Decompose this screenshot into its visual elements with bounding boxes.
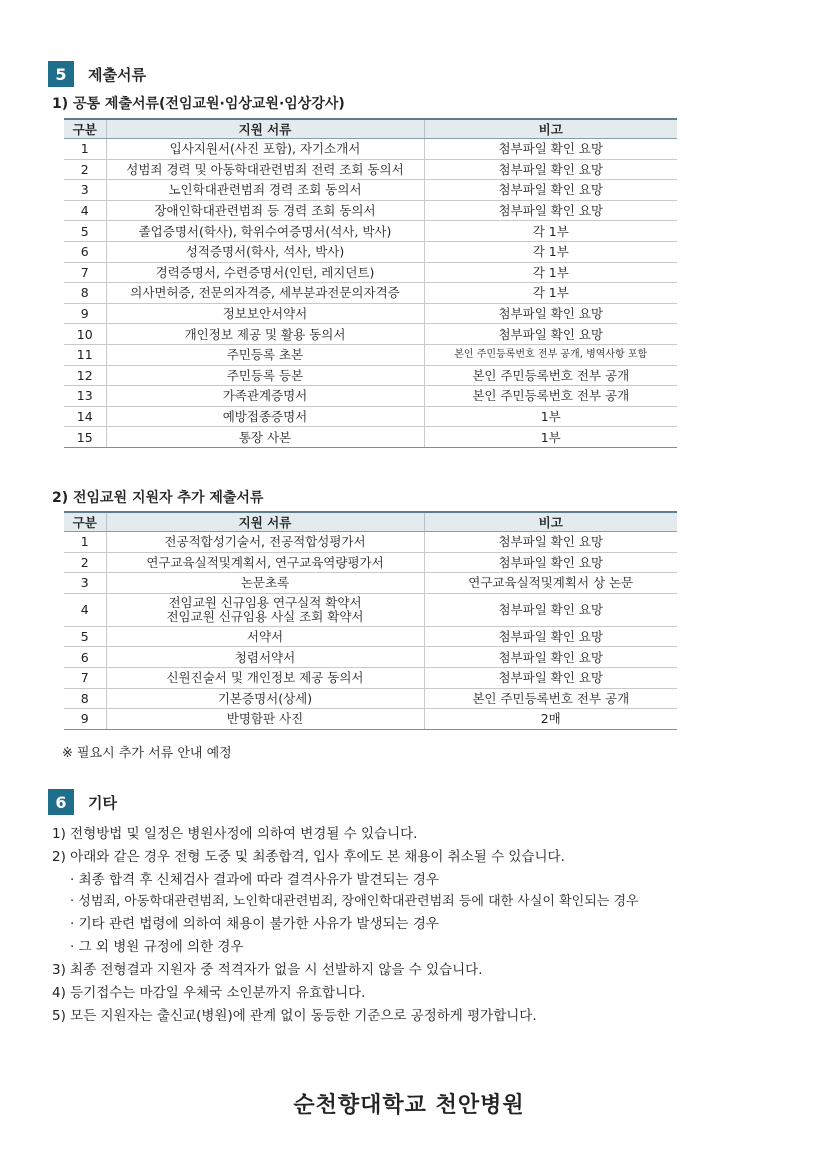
row-number: 6 — [64, 241, 106, 262]
row-remark: 1부 — [424, 406, 677, 427]
row-document: 예방접종증명서 — [106, 406, 424, 427]
section-6-header — [48, 789, 117, 815]
row-document: 청렴서약서 — [106, 647, 424, 668]
row-document: 주민등록 초본 — [106, 344, 424, 365]
table-header-row — [64, 512, 677, 532]
header-documents: 지원 서류 — [106, 119, 424, 139]
row-document: 기본증명서(상세) — [106, 688, 424, 709]
table-row — [64, 573, 677, 594]
row-remark: 각 1부 — [424, 283, 677, 304]
section-number-badge: 6 — [48, 789, 74, 815]
row-number: 4 — [64, 200, 106, 221]
header-remarks: 비고 — [424, 512, 677, 532]
footnote: ※ 필요시 추가 서류 안내 예정 — [62, 746, 232, 761]
row-remark: 첨부파일 확인 요망 — [424, 159, 677, 180]
notice-item: 5) 모든 지원자는 출신교(병원)에 관계 없이 동등한 기준으로 공정하게 평가합니다. — [52, 1008, 537, 1024]
row-remark: 각 1부 — [424, 221, 677, 242]
row-number: 2 — [64, 159, 106, 180]
section-5-header — [48, 61, 146, 87]
row-remark: 첨부파일 확인 요망 — [424, 139, 677, 160]
table-row — [64, 200, 677, 221]
table-header-row — [64, 119, 677, 139]
section-title: 기타 — [88, 793, 117, 812]
row-number: 7 — [64, 262, 106, 283]
notice-item: 2) 아래와 같은 경우 전형 도중 및 최종합격, 입사 후에도 본 채용이 취소될 수 있습니다. — [52, 849, 565, 865]
row-remark: 첨부파일 확인 요망 — [424, 180, 677, 201]
subsection-title-additional-docs: 2) 전임교원 지원자 추가 제출서류 — [52, 490, 264, 506]
row-document: 통장 사본 — [106, 427, 424, 448]
row-remark: 본인 주민등록번호 전부 공개 — [424, 365, 677, 386]
common-documents-table — [64, 118, 677, 448]
row-remark: 첨부파일 확인 요망 — [424, 647, 677, 668]
table-row — [64, 344, 677, 365]
table-row — [64, 406, 677, 427]
table-row — [64, 283, 677, 304]
table-row — [64, 427, 677, 448]
row-document: 연구교육실적및계획서, 연구교육역량평가서 — [106, 552, 424, 573]
row-number: 8 — [64, 283, 106, 304]
table-row — [64, 626, 677, 647]
row-document: 서약서 — [106, 626, 424, 647]
row-document-line: 전임교원 신규임용 연구실적 확약서 — [168, 594, 362, 610]
row-number: 1 — [64, 139, 106, 160]
hospital-name-footer: 순천향대학교 천안병원 — [293, 1093, 525, 1118]
row-remark: 첨부파일 확인 요망 — [424, 667, 677, 688]
row-document: 가족관계증명서 — [106, 386, 424, 407]
row-remark: 첨부파일 확인 요망 — [424, 324, 677, 345]
row-document: 전공적합성기술서, 전공적합성평가서 — [106, 532, 424, 553]
table-row — [64, 593, 677, 626]
row-number: 11 — [64, 344, 106, 365]
row-remark: 본인 주민등록번호 전부 공개 — [424, 688, 677, 709]
row-remark: 첨부파일 확인 요망 — [424, 593, 677, 626]
header-category: 구분 — [64, 119, 106, 139]
table-row — [64, 532, 677, 553]
row-number: 5 — [64, 221, 106, 242]
notice-bullet: · 최종 합격 후 신체검사 결과에 따라 결격사유가 발견되는 경우 — [70, 872, 439, 888]
additional-documents-table — [64, 511, 677, 730]
row-document: 정보보안서약서 — [106, 303, 424, 324]
row-document: 입사지원서(사진 포함), 자기소개서 — [106, 139, 424, 160]
table-row — [64, 365, 677, 386]
row-remark: 1부 — [424, 427, 677, 448]
table-row — [64, 180, 677, 201]
row-document: 성범죄 경력 및 아동학대관련범죄 전력 조회 동의서 — [106, 159, 424, 180]
table-row — [64, 647, 677, 668]
table-row — [64, 386, 677, 407]
row-document-line: 전임교원 신규임용 사실 조회 확약서 — [166, 608, 364, 624]
row-remark: 각 1부 — [424, 262, 677, 283]
notice-item: 3) 최종 전형결과 지원자 중 적격자가 없을 시 선발하지 않을 수 있습니다. — [52, 962, 483, 978]
row-document: 성적증명서(학사, 석사, 박사) — [106, 241, 424, 262]
row-remark: 첨부파일 확인 요망 — [424, 552, 677, 573]
notice-bullet: · 그 외 병원 규정에 의한 경우 — [70, 939, 244, 955]
row-document: 주민등록 등본 — [106, 365, 424, 386]
row-number: 6 — [64, 647, 106, 668]
table-row — [64, 667, 677, 688]
row-document: 졸업증명서(학사), 학위수여증명서(석사, 박사) — [106, 221, 424, 242]
row-remark: 첨부파일 확인 요망 — [424, 303, 677, 324]
notice-item: 4) 등기접수는 마감일 우체국 소인분까지 유효합니다. — [52, 985, 366, 1001]
table-row — [64, 688, 677, 709]
header-category: 구분 — [64, 512, 106, 532]
row-number: 9 — [64, 709, 106, 730]
row-remark: 각 1부 — [424, 241, 677, 262]
row-document: 신원진술서 및 개인정보 제공 동의서 — [106, 667, 424, 688]
row-remark: 2매 — [424, 709, 677, 730]
row-document: 장애인학대관련범죄 등 경력 조회 동의서 — [106, 200, 424, 221]
row-number: 8 — [64, 688, 106, 709]
row-remark: 첨부파일 확인 요망 — [424, 200, 677, 221]
notice-item: 1) 전형방법 및 일정은 병원사정에 의하여 변경될 수 있습니다. — [52, 826, 418, 842]
table-row — [64, 159, 677, 180]
row-number: 10 — [64, 324, 106, 345]
table-row — [64, 552, 677, 573]
table-row — [64, 241, 677, 262]
row-document: 노인학대관련범죄 경력 조회 동의서 — [106, 180, 424, 201]
notice-bullet: · 성범죄, 아동학대관련범죄, 노인학대관련범죄, 장애인학대관련범죄 등에 대한 사실이 확인되는 경우 — [70, 894, 639, 909]
row-remark: 본인 주민등록번호 전부 공개, 병역사항 포함 — [424, 344, 677, 365]
row-number: 15 — [64, 427, 106, 448]
table-row — [64, 324, 677, 345]
row-document: 경력증명서, 수련증명서(인턴, 레지던트) — [106, 262, 424, 283]
row-document: 반명함판 사진 — [106, 709, 424, 730]
row-number: 1 — [64, 532, 106, 553]
header-documents: 지원 서류 — [106, 512, 424, 532]
row-remark: 연구교육실적및계획서 상 논문 — [424, 573, 677, 594]
table-row — [64, 709, 677, 730]
table-row — [64, 303, 677, 324]
table-row — [64, 221, 677, 242]
row-document: 의사면허증, 전문의자격증, 세부분과전문의자격증 — [106, 283, 424, 304]
row-number: 9 — [64, 303, 106, 324]
row-document: 논문초록 — [106, 573, 424, 594]
row-number: 13 — [64, 386, 106, 407]
row-remark: 첨부파일 확인 요망 — [424, 626, 677, 647]
row-number: 7 — [64, 667, 106, 688]
row-number: 12 — [64, 365, 106, 386]
row-number: 5 — [64, 626, 106, 647]
row-remark: 첨부파일 확인 요망 — [424, 532, 677, 553]
section-title: 제출서류 — [88, 65, 146, 84]
row-document: 개인정보 제공 및 활용 동의서 — [106, 324, 424, 345]
row-document — [106, 593, 424, 626]
row-remark: 본인 주민등록번호 전부 공개 — [424, 386, 677, 407]
notice-bullet: · 기타 관련 법령에 의하여 채용이 불가한 사유가 발생되는 경우 — [70, 916, 439, 932]
table-row — [64, 139, 677, 160]
row-number: 3 — [64, 573, 106, 594]
section-number-badge: 5 — [48, 61, 74, 87]
row-number: 4 — [64, 593, 106, 626]
row-number: 14 — [64, 406, 106, 427]
table-row — [64, 262, 677, 283]
subsection-title-common-docs: 1) 공통 제출서류(전임교원·임상교원·임상강사) — [52, 96, 345, 112]
row-number: 3 — [64, 180, 106, 201]
header-remarks: 비고 — [424, 119, 677, 139]
row-number: 2 — [64, 552, 106, 573]
